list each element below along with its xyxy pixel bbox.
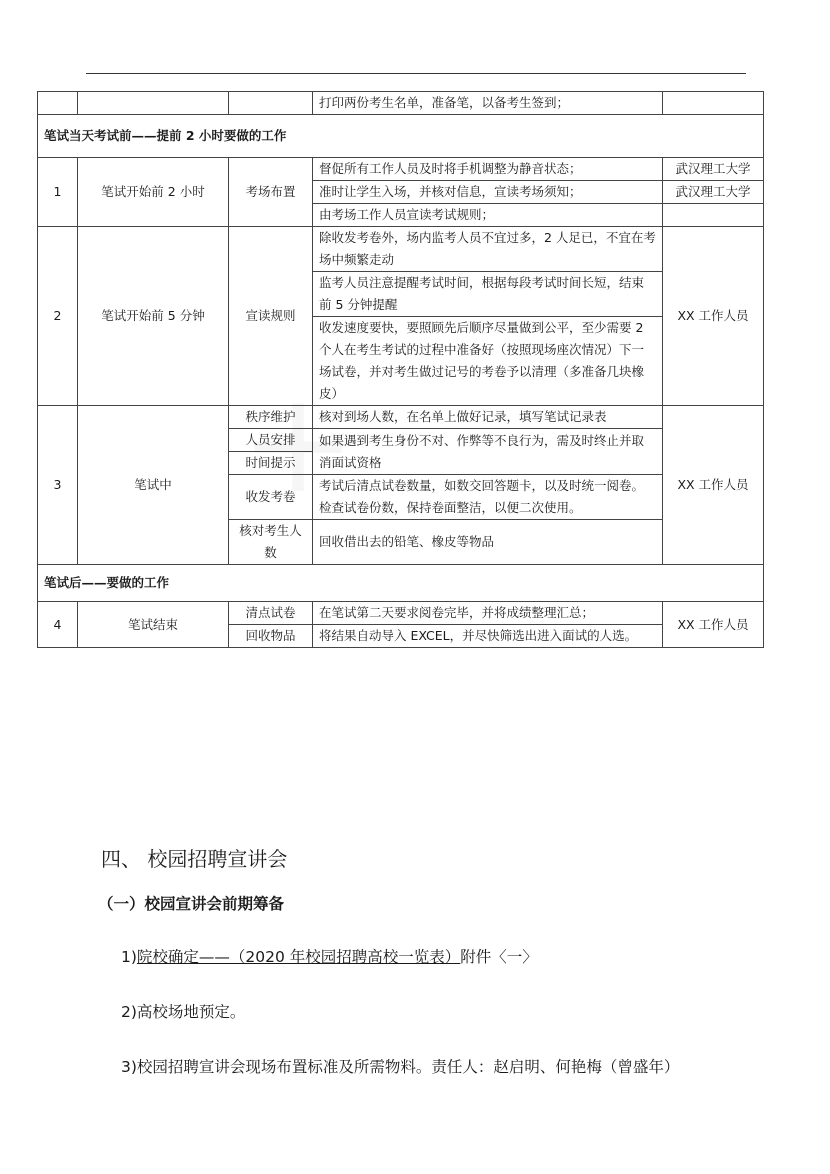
responsible-cell: 武汉理工大学 (663, 158, 764, 181)
paragraph-layout-standard: 3)校园招聘宣讲会现场布置标准及所需物料。责任人：赵启明、何艳梅（曾盛年） (121, 1058, 680, 1076)
table-row (38, 406, 764, 429)
detail-cell: 打印两份考生名单，准备笔，以备考生签到； (313, 92, 663, 115)
table-row (38, 158, 764, 181)
header-rule (86, 73, 746, 74)
table-row (38, 602, 764, 625)
detail-cell: 监考人员注意提醒考试时间，根据每段考试时间长短，结束前 5 分钟提醒 (313, 272, 663, 317)
paragraph-school-selection (121, 945, 538, 967)
section-row (38, 115, 764, 158)
detail-cell: 将结果自动导入 EXCEL，并尽快筛选出进入面试的人选。 (313, 625, 663, 648)
item-cell: 人员安排 (229, 429, 313, 452)
responsible-cell: XX 工作人员 (663, 602, 764, 648)
table-row (38, 92, 764, 115)
time-cell: 笔试中 (78, 406, 229, 565)
row-number: 1 (38, 158, 78, 227)
item-cell: 宣读规则 (229, 227, 313, 406)
detail-cell: 由考场工作人员宣读考试规则； (313, 204, 663, 227)
section-heading: 四、 校园招聘宣讲会 (101, 847, 288, 871)
row-number: 3 (38, 406, 78, 565)
detail-cell: 督促所有工作人员及时将手机调整为静音状态； (313, 158, 663, 181)
paragraph-venue-booking: 2)高校场地预定。 (121, 1003, 246, 1021)
detail-cell: 核对到场人数，在名单上做好记录，填写笔试记录表 (313, 406, 663, 429)
time-cell: 笔试开始前 5 分钟 (78, 227, 229, 406)
detail-cell: 在笔试第二天要求阅卷完毕，并将成绩整理汇总； (313, 602, 663, 625)
list-prefix: 1) (121, 948, 137, 966)
detail-cell: 收发速度要快，要照顾先后顺序尽量做到公平，至少需要 2 个人在考生考试的过程中准备好（按照现场座次情况）下一场试卷，并对考生做过记号的考卷予以清理（多准备几块橡皮） (313, 317, 663, 406)
table-row (38, 227, 764, 272)
school-list-link[interactable]: 院校确定——（2020 年校园招聘高校一览表） (136, 948, 461, 966)
row-number: 2 (38, 227, 78, 406)
section-row (38, 565, 764, 602)
detail-cell: 考试后清点试卷数量，如数交回答题卡，以及时统一阅卷。检查试卷份数，保持卷面整洁，以便二次使用。 (313, 475, 663, 520)
item-cell: 考场布置 (229, 158, 313, 227)
detail-cell: 回收借出去的铅笔、橡皮等物品 (313, 520, 663, 565)
attachment-note: 附件〈一〉 (460, 948, 538, 966)
item-cell: 秩序维护 (229, 406, 313, 429)
responsible-cell: XX 工作人员 (663, 406, 764, 565)
responsible-cell (663, 204, 764, 227)
section-title: 笔试后——要做的工作 (38, 565, 764, 602)
detail-cell: 如果遇到考生身份不对、作弊等不良行为，需及时终止并取消面试资格 (313, 429, 663, 475)
subsection-heading: （一）校园宣讲会前期筹备 (98, 895, 285, 913)
detail-cell: 除收发考卷外，场内监考人员不宜过多，2 人足已，不宜在考场中频繁走动 (313, 227, 663, 272)
exam-schedule-table (37, 91, 764, 648)
item-cell: 核对考生人数 (229, 520, 313, 565)
item-cell: 收发考卷 (229, 475, 313, 520)
detail-cell: 准时让学生入场，并核对信息，宣读考场须知； (313, 181, 663, 204)
item-cell: 清点试卷 (229, 602, 313, 625)
item-cell: 时间提示 (229, 452, 313, 475)
responsible-cell: XX 工作人员 (663, 227, 764, 406)
time-cell: 笔试开始前 2 小时 (78, 158, 229, 227)
section-title: 笔试当天考试前——提前 2 小时要做的工作 (38, 115, 764, 158)
item-cell: 回收物品 (229, 625, 313, 648)
responsible-cell: 武汉理工大学 (663, 181, 764, 204)
row-number: 4 (38, 602, 78, 648)
time-cell: 笔试结束 (78, 602, 229, 648)
